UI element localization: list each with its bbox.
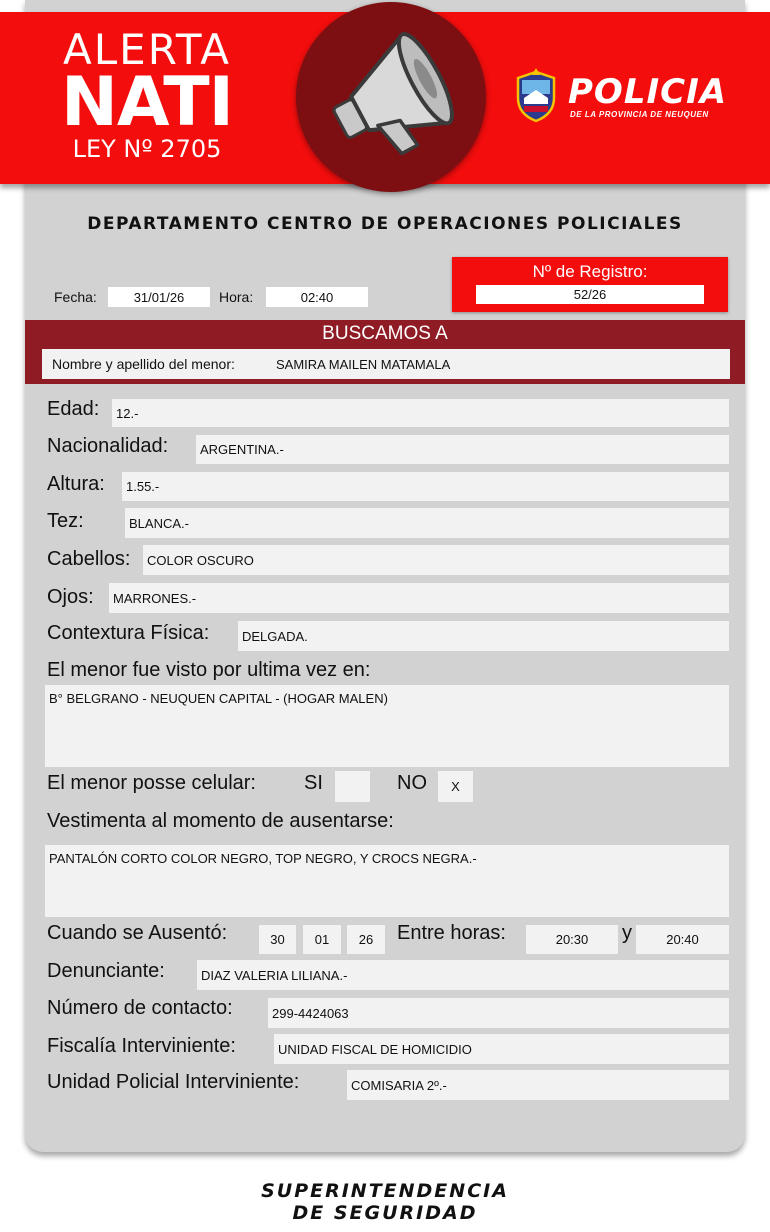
no-checkbox[interactable]: X	[438, 771, 473, 802]
fiscalia-field[interactable]: UNIDAD FISCAL DE HOMICIDIO	[274, 1034, 729, 1064]
si-label: SI	[304, 772, 323, 794]
ausento-dia-field[interactable]: 30	[259, 925, 296, 954]
ojos-label: Ojos:	[47, 586, 94, 608]
contacto-label: Número de contacto:	[47, 997, 233, 1019]
fecha-label: Fecha:	[54, 289, 97, 305]
celular-label: El menor posse celular:	[47, 772, 256, 794]
edad-field[interactable]: 12.-	[112, 399, 729, 427]
ausento-anio-field[interactable]: 26	[347, 925, 385, 954]
si-checkbox[interactable]	[335, 771, 370, 802]
police-shield-icon	[514, 68, 558, 124]
contextura-field[interactable]: DELGADA.	[238, 621, 729, 651]
registro-field[interactable]: 52/26	[476, 285, 704, 304]
hora-desde-field[interactable]: 20:30	[526, 925, 618, 954]
unidad-field[interactable]: COMISARIA 2º.-	[347, 1070, 729, 1100]
hora-label: Hora:	[219, 289, 254, 305]
buscamos-title: BUSCAMOS A	[322, 323, 448, 344]
nati-word: NATI	[61, 63, 233, 142]
entre-horas-label: Entre horas:	[397, 922, 506, 944]
nombre-row	[42, 349, 730, 379]
tez-label: Tez:	[47, 510, 84, 532]
footer-line1: SUPERINTENDENCIA	[261, 1180, 509, 1202]
footer-line2: DE SEGURIDAD	[292, 1202, 478, 1224]
megaphone-icon	[296, 2, 486, 192]
ausento-label: Cuando se Ausentó:	[47, 922, 228, 944]
no-label: NO	[397, 772, 427, 794]
contextura-label: Contextura Física:	[47, 622, 210, 644]
ley-label: LEY Nº 2705	[72, 135, 222, 163]
edad-label: Edad:	[47, 398, 100, 420]
fecha-field[interactable]: 31/01/26	[108, 287, 210, 307]
nombre-field[interactable]: SAMIRA MAILEN MATAMALA	[276, 357, 451, 372]
buscamos-section	[25, 320, 745, 384]
altura-label: Altura:	[47, 473, 105, 495]
registro-box	[452, 257, 728, 312]
nacionalidad-label: Nacionalidad:	[47, 435, 169, 457]
vestimenta-field[interactable]: PANTALÓN CORTO COLOR NEGRO, TOP NEGRO, Y CROCS NEGRA.-	[45, 845, 729, 917]
visto-field[interactable]: B° BELGRANO - NEUQUEN CAPITAL - (HOGAR MALEN)	[45, 685, 729, 767]
denunciante-label: Denunciante:	[47, 960, 165, 982]
policia-subtitle: DE LA PROVINCIA DE NEUQUEN	[570, 110, 709, 119]
fiscalia-label: Fiscalía Interviniente:	[47, 1035, 236, 1057]
department-title: DEPARTAMENTO CENTRO DE OPERACIONES POLICIALES	[87, 214, 683, 234]
tez-field[interactable]: BLANCA.-	[125, 508, 729, 538]
nombre-label: Nombre y apellido del menor:	[52, 356, 235, 372]
visto-label: El menor fue visto por ultima vez en:	[47, 659, 371, 681]
ausento-mes-field[interactable]: 01	[303, 925, 341, 954]
denunciante-field[interactable]: DIAZ VALERIA LILIANA.-	[197, 960, 729, 990]
ojos-field[interactable]: MARRONES.-	[109, 583, 729, 613]
nacionalidad-field[interactable]: ARGENTINA.-	[196, 435, 729, 464]
alerta-word: ALERTA	[63, 25, 231, 74]
cabellos-label: Cabellos:	[47, 548, 131, 570]
alerta-nati-logo	[52, 25, 242, 163]
unidad-label: Unidad Policial Interviniente:	[47, 1071, 300, 1093]
registro-label: Nº de Registro:	[532, 262, 648, 281]
y-label: y	[622, 922, 632, 944]
cabellos-field[interactable]: COLOR OSCURO	[143, 545, 729, 575]
policia-logo-text: POLICIA	[568, 72, 728, 112]
contacto-field[interactable]: 299-4424063	[268, 998, 729, 1028]
vestimenta-label: Vestimenta al momento de ausentarse:	[47, 810, 394, 832]
altura-field[interactable]: 1.55.-	[122, 472, 729, 501]
hora-field[interactable]: 02:40	[266, 287, 368, 307]
hora-hasta-field[interactable]: 20:40	[636, 925, 729, 954]
